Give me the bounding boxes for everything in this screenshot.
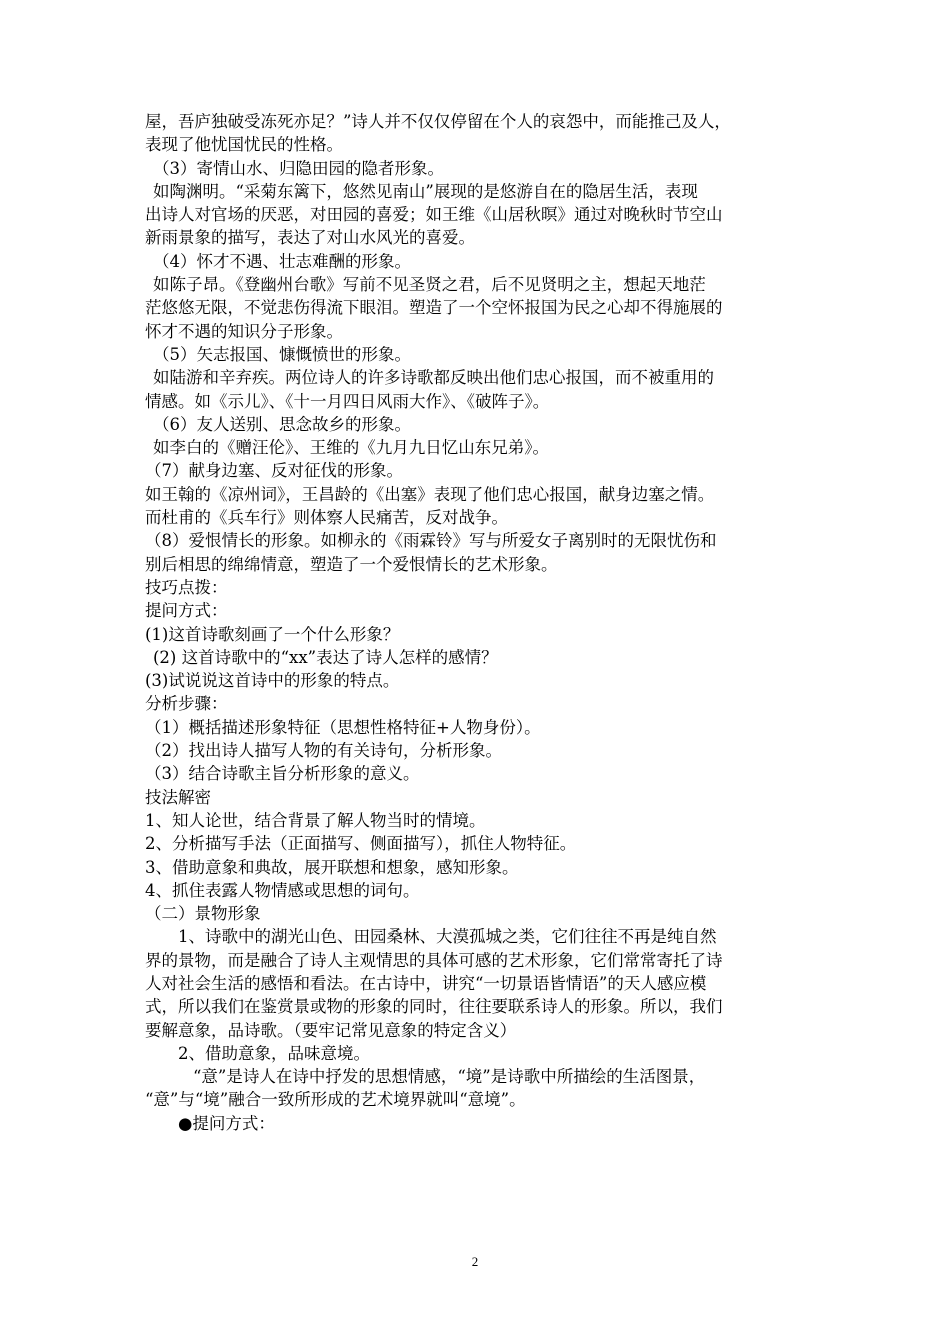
- section-heading: （6）友人送别、思念故乡的形象。: [153, 414, 411, 434]
- subheading: 技法解密: [145, 787, 211, 807]
- text-line: 如陆游和辛弃疾。两位诗人的许多诗歌都反映出他们忠心报国，而不被重用的: [153, 368, 714, 388]
- section-heading: （3）寄情山水、归隐田园的隐者形象。: [153, 158, 444, 178]
- text-line: 如王翰的《凉州词》，王昌龄的《出塞》表现了他们忠心报国，献身边塞之情。: [145, 484, 715, 504]
- text-line: 1、诗歌中的湖光山色、田园桑林、大漠孤城之类，它们往往不再是纯自然: [178, 927, 717, 947]
- section-heading: （7）献身边塞、反对征伐的形象。: [145, 461, 403, 481]
- text-line: 式，所以我们在鉴赏景或物的形象的同时，往往要联系诗人的形象。所以，我们: [145, 997, 723, 1017]
- text-line: 2、借助意象，品味意境。: [178, 1043, 370, 1063]
- list-item: （3）结合诗歌主旨分析形象的意义。: [145, 764, 420, 784]
- document-body: [145, 110, 813, 1135]
- text-line: 怀才不遇的知识分子形象。: [145, 321, 343, 341]
- list-item: （2）找出诗人描写人物的有关诗句，分析形象。: [145, 741, 502, 761]
- page-number: 2: [471, 1254, 479, 1269]
- list-item: 1、知人论世，结合背景了解人物当时的情境。: [145, 810, 486, 830]
- text-line: “意”与“境”融合一致所形成的艺术境界就叫“意境”。: [145, 1090, 526, 1110]
- text-line: 如李白的《赠汪伦》、王维的《九月九日忆山东兄弟》。: [153, 438, 549, 458]
- text-line: 别后相思的绵绵情意，塑造了一个爱恨情长的艺术形象。: [145, 554, 558, 574]
- text-line: 如陶渊明。“采菊东篱下，悠然见南山”展现的是悠游自在的隐居生活，表现: [153, 181, 698, 201]
- subheading: 技巧点拨：: [145, 577, 228, 597]
- list-item: (1)这首诗歌刻画了一个什么形象？: [145, 624, 400, 644]
- section-heading: （8）爱恨情长的形象。如柳永的《雨霖铃》写与所爱女子离别时的无限忧伤和: [145, 531, 717, 551]
- section-heading: （5）矢志报国、慷慨愤世的形象。: [153, 344, 411, 364]
- list-item: (2) 这首诗歌中的“xx”表达了诗人怎样的感情？: [153, 647, 498, 667]
- text-line: 如陈子昂。《登幽州台歌》写前不见圣贤之君，后不见贤明之主，想起天地茫: [153, 275, 706, 295]
- text-line: 茫悠悠无限，不觉悲伤得流下眼泪。塑造了一个空怀报国为民之心却不得施展的: [145, 298, 723, 318]
- subheading: ●提问方式：: [178, 1113, 275, 1133]
- text-line: 要解意象，品诗歌。（要牢记常见意象的特定含义）: [145, 1020, 517, 1040]
- text-line: 界的景物，而是融合了诗人主观情思的具体可感的艺术形象，它们常常寄托了诗: [145, 950, 723, 970]
- text-line: 出诗人对官场的厌恶，对田园的喜爱；如王维《山居秋暝》通过对晚秋时节空山: [145, 205, 723, 225]
- text-line: 情感。如《示儿》、《十一月四日风雨大作》、《破阵子》。: [145, 391, 550, 411]
- list-item: （1）概括描述形象特征（思想性格特征+人物身份）。: [145, 717, 541, 737]
- text-line: 人对社会生活的感悟和看法。在古诗中，讲究“一切景语皆情语”的天人感应模: [145, 973, 707, 993]
- list-item: 3、借助意象和典故，展开联想和想象，感知形象。: [145, 857, 519, 877]
- text-line: 而杜甫的《兵车行》则体察人民痛苦，反对战争。: [145, 508, 508, 528]
- text-line: “意”是诗人在诗中抒发的思想情感，“境”是诗歌中所描绘的生活图景，: [193, 1067, 706, 1087]
- list-item: 4、抓住表露人物情感或思想的词句。: [145, 880, 420, 900]
- text-line: 新雨景象的描写，表达了对山水风光的喜爱。: [145, 228, 475, 248]
- section-heading: （4）怀才不遇、壮志难酬的形象。: [153, 251, 411, 271]
- subheading: 分析步骤：: [145, 694, 228, 714]
- subheading: 提问方式：: [145, 601, 228, 621]
- list-item: (3)试说说这首诗中的形象的特点。: [145, 671, 400, 691]
- section-heading: （二）景物形象: [145, 904, 261, 924]
- text-line: 屋，吾庐独破受冻死亦足？”诗人并不仅仅停留在个人的哀怨中，而能推己及人，: [145, 112, 731, 131]
- list-item: 2、分析描写手法（正面描写、侧面描写），抓住人物特征。: [145, 834, 577, 854]
- text-line: 表现了他忧国忧民的性格。: [145, 135, 343, 155]
